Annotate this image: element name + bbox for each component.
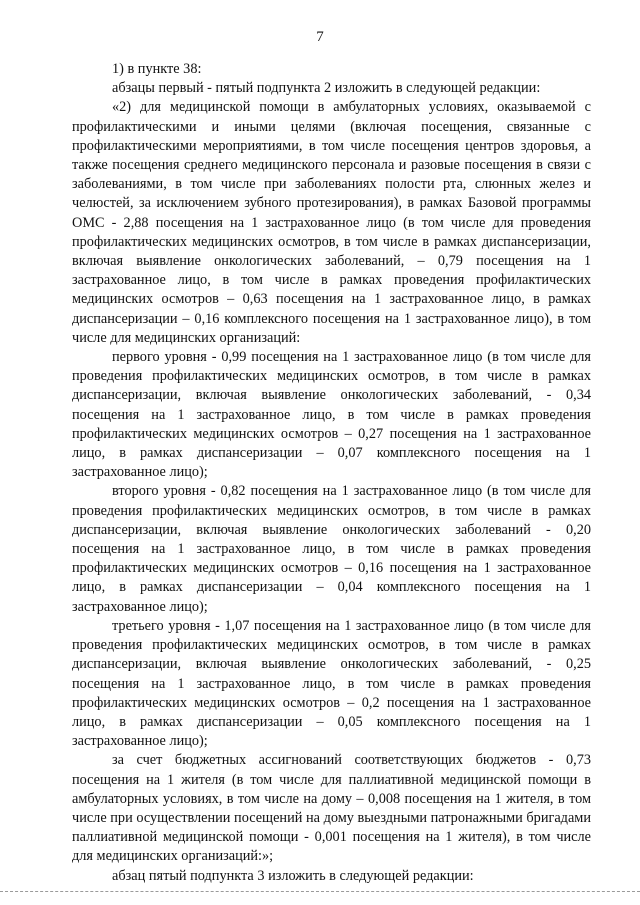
paragraph-first-level: первого уровня - 0,99 посещения на 1 застрахованное лицо (в том числе для проведения профилактических медицинских осмотров, в том числе в рамках диспансеризации, включая выявление онкологических заболеваний, - 0,34 посещения на 1 застрахованное лицо, в том числе в рамках проведения профилактических медицинских осмотров – 0,27 посещения на 1 застрахованное лицо, в рамках диспансеризации – 0,07 комплексного посещения на 1 застрахованное лицо);	[72, 349, 591, 481]
paragraph-third-level: третьего уровня - 1,07 посещения на 1 застрахованное лицо (в том числе для проведения профилактических медицинских осмотров, в том числе в рамках диспансеризации, включая выявление онкологических заболеваний, - 0,25 посещения на 1 застрахованное лицо, в том числе в рамках проведения профилактических медицинских осмотров – 0,2 посещения на 1 застрахованное лицо, в рамках диспансеризации – 0,05 комплексного посещения на 1 застрахованное лицо);	[72, 617, 591, 750]
paragraph-subitem-3-intro: абзац пятый подпункта 3 изложить в следующей редакции:	[112, 867, 474, 884]
paragraph-amendment-intro: абзацы первый - пятый подпункта 2 изложить в следующей редакции:	[112, 80, 541, 97]
paragraph-item-1: 1) в пункте 38:	[112, 61, 202, 77]
document-body	[72, 60, 591, 886]
page-number: 7	[316, 29, 324, 45]
paragraph-second-level: второго уровня - 0,82 посещения на 1 застрахованное лицо (в том числе для проведения профилактических медицинских осмотров, в том числе в рамках диспансеризации, включая выявление онкологических заболеваний - 0,20 посещения на 1 застрахованное лицо, в том числе в рамках проведения профилактических медицинских осмотров – 0,16 посещения на 1 застрахованное лицо, в рамках диспансеризации – 0,04 комплексного посещения на 1 застрахованное лицо);	[72, 483, 591, 615]
paragraph-budget-funding: за счет бюджетных ассигнований соответствующих бюджетов - 0,73 посещения на 1 жителя (в том числе для паллиативной медицинской помощи в амбулаторных условиях, в том числе на дому – 0,008 посещения на 1 жителя, в том числе при осуществлении посещений на дому выездными патронажными бригадами паллиативной медицинской помощи - 0,001 посещения на 1 жителя), в том числе для медицинских организаций:»;	[72, 752, 591, 865]
paragraph-outpatient-care: «2) для медицинской помощи в амбулаторных условиях, оказываемой с профилактическими и иными целями (включая посещения, связанные с профилактическими мероприятиями, в том числе посещения центров здоровья, а также посещения среднего медицинского персонала и разовые посещения в связи с заболеваниями, в том числе при заболеваниях полости рта, слюнных желез и челюстей, за исключением зубного протезирования), в рамках Базовой программы ОМС - 2,88 посещения на 1 застрахованное лицо (в том числе для проведения профилактических медицинских осмотров, в том числе в рамках диспансеризации, включая выявление онкологических заболеваний, – 0,79 посещения на 1 застрахованное лицо, в том числе в рамках проведения профилактических медицинских осмотров – 0,63 посещения на 1 застрахованное лицо, в рамках диспансеризации – 0,16 комплексного посещения на 1 застрахованное лицо), в том числе для медицинских организаций:	[72, 99, 591, 346]
scan-edge-divider	[0, 891, 640, 892]
